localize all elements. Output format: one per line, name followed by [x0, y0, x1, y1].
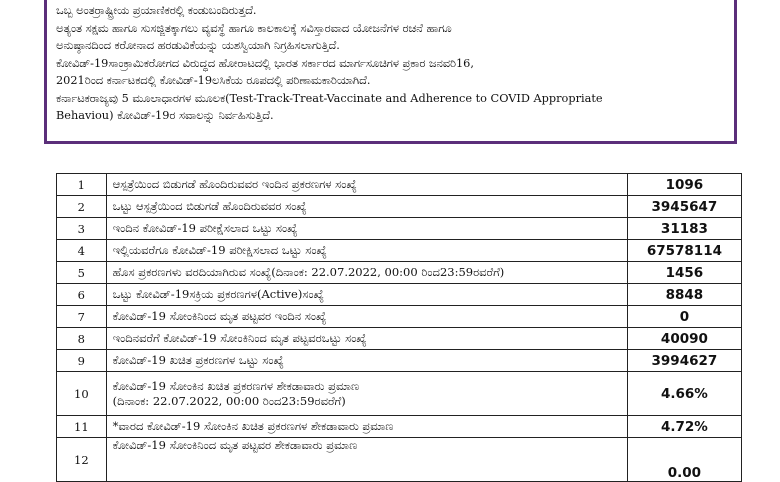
table-row	[57, 284, 742, 306]
row-label-cell	[106, 372, 627, 416]
row-sublabel: (ದಿನಾಂಕ: 22.07.2022, 00:00 ರಿಂದ23:59ರವರೆಗೆ)	[112, 393, 346, 408]
row-label: *ವಾರದ ಕೋವಿಡ್-19 ಸೋಂಕಿನ ಖಚಿತ ಪ್ರಕರಣಗಳ ಶೇಕಡಾವಾರು ಪ್ರಮಾಣ	[106, 416, 627, 438]
row-label: ಆಸ್ಪತ್ರೆಯಿಂದ ಬಿಡುಗಡೆ ಹೊಂದಿರುವವರ ಇಂದಿನ ಪ್ರಕರಣಗಳ ಸಂಖ್ಯೆ	[106, 174, 627, 196]
row-label: ಒಟ್ಟು ಆಸ್ಪತ್ರೆಯಿಂದ ಬಿಡುಗಡೆ ಹೊಂದಿರುವವರ ಸಂಖ್ಯೆ	[106, 196, 627, 218]
row-number: 6	[57, 284, 107, 306]
bulletin-line: ಅತ್ಯಂತ ಸಕ್ಷಮ ಹಾಗೂ ಸುಸಜ್ಜಿತಕ್ಕಾಗಲು ವ್ಯವಸ್ಥೆ ಹಾಗೂ ಕಾಲಕಾಲಕ್ಕೆ ಸವಿಸ್ತಾರವಾದ ಯೋಜನೆಗಳ ರಚನೆ ಹಾಗೂ	[56, 21, 452, 35]
bulletin-line: ಅನುಷ್ಠಾನದಿಂದ ಕರೋನಾದ ಹರಡುವಿಕೆಯನ್ನು ಯಶಸ್ವಿಯಾಗಿ ನಿಗ್ರಹಿಸಲಾಗುತ್ತಿದೆ.	[56, 39, 340, 52]
row-label: ಕೋವಿಡ್-19 ಖಚಿತ ಪ್ರಕರಣಗಳ ಒಟ್ಟು ಸಂಖ್ಯೆ	[106, 350, 627, 372]
row-value: 4.72%	[627, 416, 741, 438]
bulletin-line: Behaviou) ಕೋವಿಡ್-19ರ ಸವಾಲನ್ನು ನಿರ್ವಹಿಸುತ್ತಿದೆ.	[56, 109, 274, 122]
row-number: 11	[57, 416, 107, 438]
bulletin-box	[44, 0, 737, 144]
stats-table	[56, 173, 742, 482]
row-value: 4.66%	[627, 372, 741, 416]
bulletin-line: 2021ರಿಂದ ಕರ್ನಾಟಕದಲ್ಲಿ ಕೋವಿಡ್-19ಲಸಿಕೆಯ ರೂಪದಲ್ಲಿ ಪರಿಣಾಮಕಾರಿಯಾಗಿದೆ.	[56, 74, 371, 87]
table-row	[57, 350, 742, 372]
row-number: 12	[57, 438, 107, 482]
table-row	[57, 240, 742, 262]
row-number: 2	[57, 196, 107, 218]
table-row	[57, 262, 742, 284]
row-value: 1456	[627, 262, 741, 284]
row-number: 9	[57, 350, 107, 372]
row-value: 0	[627, 306, 741, 328]
row-label: ಇಂದಿನ ಕೋವಿಡ್-19 ಪರೀಕ್ಷೆಸಲಾದ ಒಟ್ಟು ಸಂಖ್ಯೆ	[106, 218, 627, 240]
stats-table-container	[56, 173, 742, 482]
table-row	[57, 438, 742, 482]
row-label: ಒಟ್ಟು ಕೋವಿಡ್-19ಸಕ್ರಿಯ ಪ್ರಕರಣಗಳ(Active)ಸಂಖ್ಯೆ	[106, 284, 627, 306]
row-value: 1096	[627, 174, 741, 196]
row-value: 8848	[627, 284, 741, 306]
row-number: 7	[57, 306, 107, 328]
row-number: 8	[57, 328, 107, 350]
row-label: ಕೋವಿಡ್-19 ಸೋಂಕಿನ ಖಚಿತ ಪ್ರಕರಣಗಳ ಶೇಕಡಾವಾರು ಪ್ರಮಾಣ	[112, 378, 360, 393]
row-label: ಇಂದಿನವರೆಗೆ ಕೋವಿಡ್-19 ಸೋಂಕಿನಿಂದ ಮೃತ ಪಟ್ಟವರಒಟ್ಟು ಸಂಖ್ಯೆ	[106, 328, 627, 350]
row-value: 40090	[627, 328, 741, 350]
row-label: ಹೊಸ ಪ್ರಕರಣಗಳು ವರದಿಯಾಗಿರುವ ಸಂಖ್ಯೆ(ದಿನಾಂಕ: 22.07.2022, 00:00 ರಿಂದ23:59ರವರೆಗೆ)	[106, 262, 627, 284]
table-row	[57, 174, 742, 196]
row-number: 5	[57, 262, 107, 284]
row-value: 3994627	[627, 350, 741, 372]
row-value: 67578114	[627, 240, 741, 262]
table-row	[57, 372, 742, 416]
row-number: 10	[57, 372, 107, 416]
row-number: 3	[57, 218, 107, 240]
row-value: 0.00	[627, 438, 741, 482]
row-number: 4	[57, 240, 107, 262]
row-label: ಕೋವಿಡ್-19 ಸೋಂಕಿನಿಂದ ಮೃತ ಪಟ್ಟವರ ಇಂದಿನ ಸಂಖ್ಯೆ	[106, 306, 627, 328]
bulletin-line: ಕೋವಿಡ್-19ಸಾಂಕ್ರಾಮಿಕರೋಗದ ವಿರುದ್ಧದ ಹೋರಾಟದಲ್ಲಿ ಭಾರತ ಸರ್ಕಾರದ ಮಾರ್ಗಸೂಚಿಗಳ ಪ್ರಕಾರ ಜನವರಿ16,	[56, 56, 474, 70]
row-label: ಇಲ್ಲಿಯವರೆಗೂ ಕೋವಿಡ್-19 ಪರೀಕ್ಷಿಸಲಾದ ಒಟ್ಟು ಸಂಖ್ಯೆ	[106, 240, 627, 262]
bulletin-line: ಕರ್ನಾಟಕರಾಜ್ಯವು 5 ಮೂಲಾಧಾರಗಳ ಮೂಲಕ(Test-Track-Treat-Vaccinate and Adherence to COVID Appropriate	[56, 91, 603, 105]
row-value: 31183	[627, 218, 741, 240]
row-label: ಕೋವಿಡ್-19 ಸೋಂಕಿನಿಂದ ಮೃತ ಪಟ್ಟವರ ಶೇಕಡಾವಾರು ಪ್ರಮಾಣ	[106, 438, 627, 482]
bulletin-line: ಒಬ್ಬ ಅಂತರ್‍ರಾಷ್ಟ್ರೀಯ ಪ್ರಯಾಣಿಕರಲ್ಲಿ ಕಂಡುಬಂದಿರುತ್ತದೆ.	[56, 4, 257, 17]
row-value: 3945647	[627, 196, 741, 218]
table-row	[57, 196, 742, 218]
row-number: 1	[57, 174, 107, 196]
table-row	[57, 306, 742, 328]
bulletin-text	[56, 2, 728, 125]
table-row	[57, 416, 742, 438]
table-row	[57, 328, 742, 350]
table-row	[57, 218, 742, 240]
